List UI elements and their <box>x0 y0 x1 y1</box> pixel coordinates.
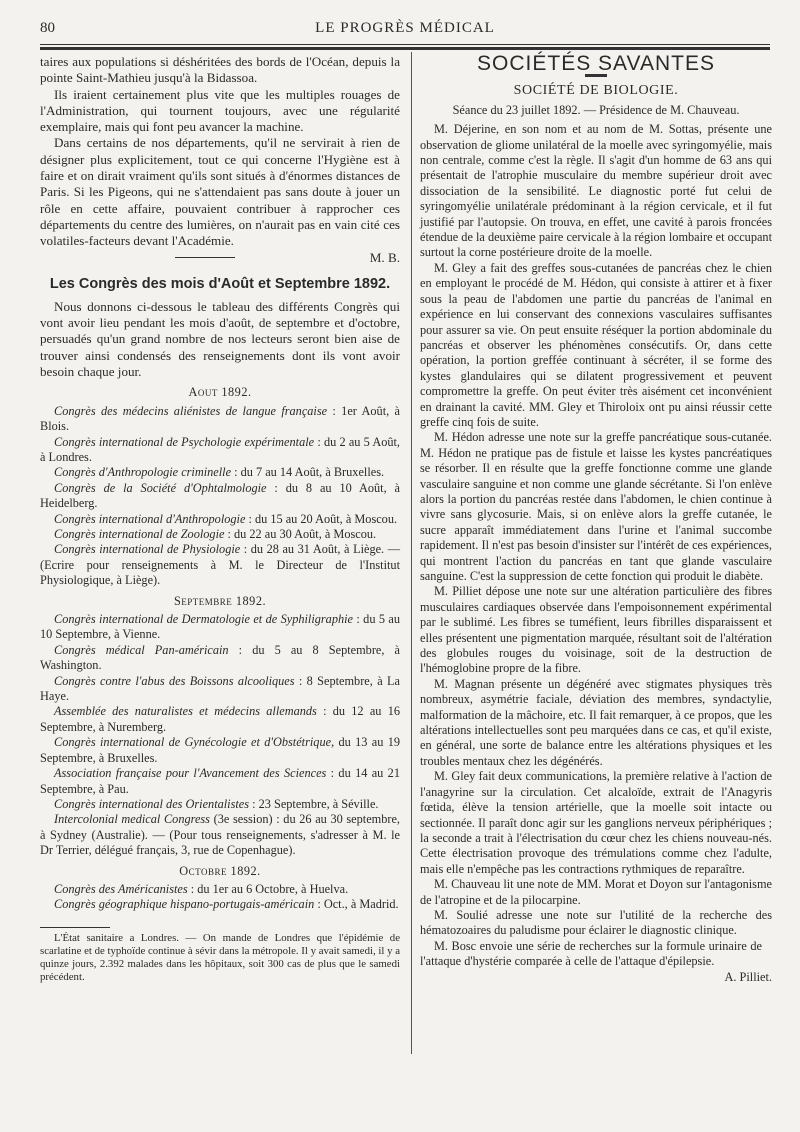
list-item: Congrès de la Société d'Ophtalmologie : du 8 au 10 Août, à Heidelberg. <box>40 480 400 511</box>
month-heading: Octobre 1892. <box>179 863 261 878</box>
paragraph: M. Soulié adresse une note sur l'utilité de la recherche des hématozoaires du paludisme pour éclairer le diagnostic clinique. <box>420 907 772 938</box>
paragraph: Ils iraient certainement plus vite que les multiples rouages de l'Administration, qui tournent toujours, avec une régularité exemplaire, mais qui font peu avancer la machine. <box>40 86 400 135</box>
section-title: SOCIÉTÉS SAVANTES <box>477 52 715 75</box>
list-item: Association française pour l'Avancement des Sciences : du 14 au 21 Septembre, à Pau. <box>40 766 400 796</box>
list-item: Congrès médical Pan-américain : du 5 au 8 Septembre, à Washington. <box>40 642 401 673</box>
paragraph: M. Gley a fait des greffes sous-cutanées de pancréas chez le chien en employant le procédé de M. Hédon, qui consiste à attirer et à fixer sous la peau de l'abdomen une partie du pancréas de l'animal en expérience en lui conservant des connexions vasculaires suffisantes pour assurer sa vie. On peut ensuite réséquer la portion abdominale du pancréas et observer les phénomènes consécutifs. Or, dans cette opération, la portion greffée continuant à sécréter, il se forme des kystes glandulaires qui se dilatent progressivement et peuvent compromettre la greffe. On peut éviter très aisément cet inconvénient en drainant la cavité. MM. Gley et Thiroloix ont pu ainsi réussir cette greffe cinq fois de suite. <box>420 260 772 429</box>
news-note: L'État sanitaire a Londres. — On mande de Londres que l'épidémie de scarlatine et de typhoïde continue à sévir dans la métropole. Il y avait samedi, il y a quinze jours, 2.392 malades dans les hôpitaux, soit 300 cas de plus que le samedi précédent. <box>40 931 400 983</box>
paragraph: M. Pilliet dépose une note sur une altération particulière des fibres musculaires cardiaques observée dans l'empoisonnement expérimental par le sublimé. Les fibres se tuméfient, leurs fibrilles disparaissent et elles présentent une pigmentation marquée, résultant soit de l'altération des globules rouges du voisinage, soit de la destruction de l'hémoglobine propre de la fibre. <box>420 584 772 676</box>
month-heading: Septembre 1892. <box>173 593 267 608</box>
paragraph: Nous donnons ci-dessous le tableau des différents Congrès qui vont avoir lieu pendant les mois d'août, de septembre et d'octobre, persuadés qu'un grand nombre de nos lecteurs seront bien aise de trouver ainsi condensés des renseignements dont ils vont avoir besoin chaque jour. <box>40 298 400 380</box>
list-item: Congrès international d'Anthropologie : du 15 au 20 Août, à Moscou. <box>54 511 398 526</box>
session-heading: Séance du 23 juillet 1892. — Présidence de M. Chauveau. <box>452 102 740 117</box>
month-heading: Aout 1892. <box>188 385 252 400</box>
list-item: Congrès international des Orientalistes : 23 Septembre, à Séville. <box>54 796 379 811</box>
page-header <box>40 20 770 40</box>
list-item: Congrès international de Physiologie : du 28 au 31 Août, à Liège. — (Ecrire pour renseignements à M. le Directeur de l'Institut Physiologique, à Liège). <box>40 542 400 588</box>
paragraph: M. Chauveau lit une note de MM. Morat et Doyon sur l'antagonisme de l'atropine et de la pilocarpine. <box>420 877 772 907</box>
header-rule <box>40 44 770 50</box>
list-item: Congrès international de Dermatologie et de Syphiligraphie : du 5 au 10 Septembre, à Vienne. <box>40 612 401 642</box>
paragraph: taires aux populations si déshéritées des bords de l'Océan, depuis la pointe Saint-Mathieu jusqu'à la Bidassoa. <box>40 54 400 86</box>
right-column <box>420 54 772 985</box>
list-item: Intercolonial medical Congress (3e session) : du 26 au 30 septembre, à Sydney (Australie). — (Pour tous renseignements, s'adresser à M. le Dr Terrier, délégué français, 3, rue de Copenhague). <box>40 812 400 858</box>
list-item: Congrès international de Gynécologie et d'Obstétrique, du 13 au 19 Septembre, à Bruxelles. <box>40 735 400 765</box>
paragraph: M. Bosc envoie une série de recherches sur la formule urinaire de l'attaque d'hystérie comparée à celle de l'attaque d'épilepsie. <box>420 938 762 969</box>
paragraph: Dans certains de nos départements, qu'il ne servirait à rien de désigner plus explicitement, tout ce qui concerne l'Hygiène est à faire et on dirait vraiment qu'ils sont situés à d'énormes distances de Paris. Si les Pigeons, qui ne s'attendaient pas sans doute à jouer un rôle en cette affaire, pouvaient contribuer à rapprocher ces départements du centre des lumières, on n'aurait pas en vain cité ces volatiles-facteurs devant l'Académie. <box>40 135 400 249</box>
divider <box>175 257 235 258</box>
list-item: Congrès d'Anthropologie criminelle : du 7 au 14 Août, à Bruxelles. <box>54 465 385 480</box>
article-title: Les Congrès des mois d'Août et Septembre 1892. <box>49 275 391 292</box>
page-number: 80 <box>40 20 55 36</box>
paragraph: M. Gley fait deux communications, la première relative à l'action de l'anagyrine sur la circulation. Cet alcaloïde, extrait de l'Anagyris fœtida, élève la tension artérielle, que la moelle soit intacte ou sectionnée. Il paraît donc agir sur les ganglions nerveux périphériques ; la seconde a trait à l'électrisation du cœur chez les chiens nouveau-nés. Cette électrisation provoque des trémulations comme chez l'adulte, mais elle n'empêche pas les contractions rythmiques de reparaître. <box>420 769 772 876</box>
signature: A. Pilliet. <box>724 969 772 984</box>
paragraph: M. Hédon adresse une note sur la greffe pancréatique sous-cutanée. M. Hédon ne pratique pas de fistule et laisse les kystes pancréatiques se résorber. Il en résulte que la greffe fonctionne comme une glande vasculaire sanguine et non comme une glande sécrétante. Si l'on enlève alors la portion du pancréas restée dans l'abdomen, le chien continue à vivre sans glycosurie. Mais, si on enlève alors la greffe cutanée, le sucre apparaît immédiatement dans l'urine et l'animal succombe rapidement. Il n'est pas besoin d'insister sur l'intérêt de ces expériences, qui montrent l'action du pancréas en tant que glande vasculaire sanguine. C'est la suppression de cette fonction qui produit le diabète. <box>420 430 772 583</box>
divider <box>40 927 110 928</box>
list-item: Congrès géographique hispano-portugais-américain : Oct., à Madrid. <box>54 897 399 912</box>
society-title: SOCIÉTÉ DE BIOLOGIE. <box>513 83 679 99</box>
paragraph: M. Magnan présente un dégénéré avec stigmates physiques très nombreux, asymétrie faciale, déviation des membres, syndactylie, malformation de la mâchoire, etc. Il fait remarquer, à ce propos, que les altérations intellectuelles sont peu marquées dans ce cas, et qu'il existe, en général, une sorte de balance entre les altérations physiques et les troubles mentaux chez les dégénérés. <box>420 676 772 768</box>
list-item: Congrès des Américanistes : du 1er au 6 Octobre, à Huelva. <box>54 881 349 896</box>
paragraph: M. Déjerine, en son nom et au nom de M. Sottas, présente une observation de gliome unilatéral de la moelle avec syringomyélie, mais non centrale, comme c'est la règle. Il s'agit d'un homme de 63 ans qui présentait de l'atrophie musculaire du membre supérieur droit avec dissociation de la sensibilité. Le diagnostic porté fut celui de syringomyélie unilatérale prédominant à la région cervicale, et il fut justifié par l'autopsie. On trouva, en effet, une cavité à parois froncées étendue de la deuxième paire cervicale à la région lombaire et occupant surtout la corne postérieure droite de la moelle. <box>420 122 772 260</box>
left-column <box>40 54 400 984</box>
list-item: Congrès international de Zoologie : du 22 au 30 Août, à Moscou. <box>54 527 377 541</box>
list-item: Congrès contre l'abus des Boissons alcooliques : 8 Septembre, à La Haye. <box>40 673 400 704</box>
list-item: Congrès des médecins aliénistes de langue française : 1er Août, à Blois. <box>40 403 400 434</box>
signature: M. B. <box>369 249 400 265</box>
signature-line <box>40 250 400 266</box>
list-item: Assemblée des naturalistes et médecins allemands : du 12 au 16 Septembre, à Nuremberg. <box>40 704 400 734</box>
column-divider <box>411 52 412 1054</box>
journal-title: LE PROGRÈS MÉDICAL <box>315 20 495 36</box>
list-item: Congrès international de Psychologie expérimentale : du 2 au 5 Août, à Londres. <box>40 434 400 464</box>
